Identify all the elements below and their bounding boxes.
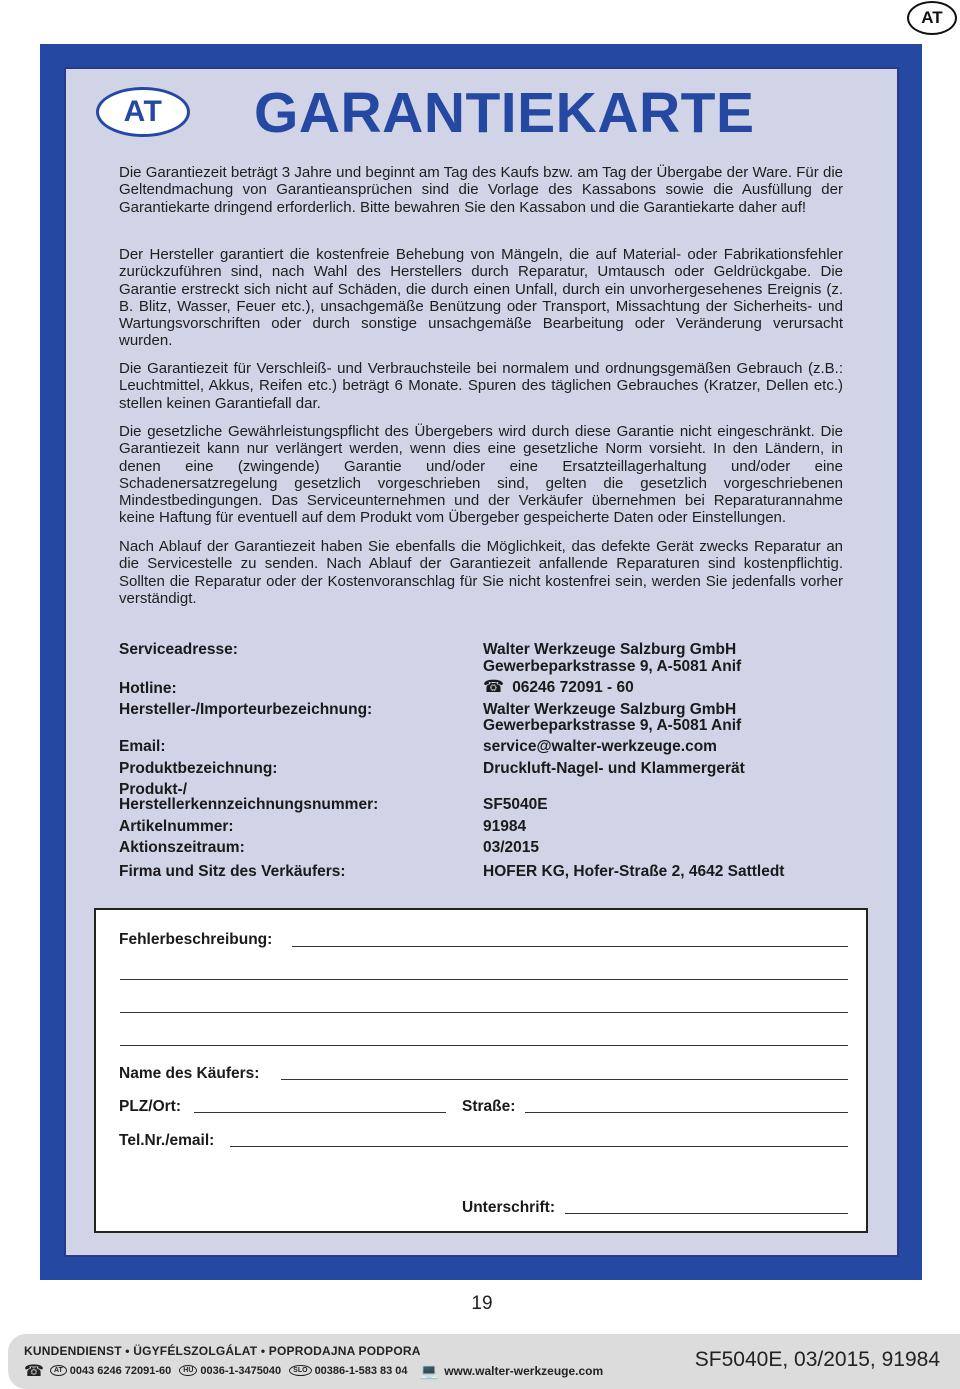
promo-period-value: 03/2015 bbox=[483, 839, 540, 856]
tel-email-field[interactable] bbox=[230, 1146, 848, 1147]
email-label: Email: bbox=[119, 738, 166, 755]
paragraph-manufacturer-guarantee: Der Hersteller garantiert die kostenfreie Behebung von Mängeln, die auf Material- oder Fabrikationsfehler zurückzuführen sind, nach Wahl des Herstellers durch Reparatur, Umtausch oder Geldrückgabe. Die Garantie erstreckt sich nicht auf Schäden, die durch einen Unfall, durch ein unvorhergesehenes Ereignis (z. B. Blitz, Wasser, Feuer etc.), unsachgemäße Benützung oder Transport, Missachtung der Sicherheits- und Wartungsvorschriften oder durch sonstige unsachgemäße Bearbeitung oder Veränderung verursacht wurden. bbox=[119, 246, 843, 350]
phone-icon: ☎ bbox=[483, 677, 505, 697]
computer-icon: 💻 bbox=[419, 1361, 439, 1380]
country-code-hu: HU bbox=[179, 1365, 197, 1376]
hotline-label: Hotline: bbox=[119, 680, 177, 697]
phone-hu: 0036-1-3475040 bbox=[200, 1364, 282, 1377]
manufacturer-label: Hersteller-/Importeurbezeichnung: bbox=[119, 701, 373, 718]
hotline-value bbox=[483, 679, 634, 696]
signature-label: Unterschrift: bbox=[462, 1199, 556, 1216]
at-logo bbox=[96, 87, 190, 137]
manufacturer-line2: Gewerbeparkstrasse 9, A-5081 Anif bbox=[483, 717, 742, 734]
phone-at: 0043 6246 72091-60 bbox=[69, 1364, 172, 1377]
footer-contacts bbox=[24, 1361, 603, 1380]
country-code-slo: SLO bbox=[289, 1365, 311, 1376]
fault-description-field[interactable] bbox=[292, 946, 848, 947]
country-code-at: AT bbox=[50, 1365, 67, 1376]
product-code-value: SF5040E bbox=[483, 796, 548, 813]
product-code-label-line1: Produkt-/ bbox=[119, 781, 188, 798]
street-label: Straße: bbox=[462, 1098, 516, 1115]
page-title: GARANTIEKARTE bbox=[254, 81, 755, 145]
product-code-label-line2: Herstellerkennzeichnungsnummer: bbox=[119, 796, 379, 813]
at-logo-text: AT bbox=[123, 95, 163, 128]
document-code: SF5040E, 03/2015, 91984 bbox=[694, 1348, 940, 1371]
zip-city-label: PLZ/Ort: bbox=[119, 1098, 181, 1115]
phone-slo: 00386-1-583 83 04 bbox=[314, 1364, 408, 1377]
article-number-value: 91984 bbox=[483, 818, 527, 835]
paragraph-wear-parts: Die Garantiezeit für Verschleiß- und Verbrauchsteile bei normalem und ordnungsgemäßen Gebrauch (z.B.: Leuchtmittel, Akkus, Reifen etc.) beträgt 6 Monate. Spuren des täglichen Gebrauches (Kratzer, Dellen etc.) stellen keinen Garantiefall dar. bbox=[119, 360, 843, 412]
product-value: Druckluft-Nagel- und Klammergerät bbox=[483, 760, 745, 777]
fault-description-label: Fehlerbeschreibung: bbox=[119, 931, 273, 948]
paragraph-warranty-period: Die Garantiezeit beträgt 3 Jahre und beginnt am Tag des Kaufs bzw. am Tag der Übergabe der Ware. Für die Geltendmachung von Garantieansprüchen sind die Vorlage des Kassabons sowie die Ausfüllung der Garantiekarte dringend erforderlich. Bitte bewahren Sie den Kassabon und die Garantiekarte daher auf! bbox=[119, 164, 843, 216]
country-badge: AT bbox=[907, 1, 957, 35]
tel-email-label: Tel.Nr./email: bbox=[119, 1132, 215, 1149]
service-address-label: Serviceadresse: bbox=[119, 641, 238, 658]
paragraph-statutory-liability: Die gesetzliche Gewährleistungspflicht des Übergebers wird durch diese Garantie nicht eingeschränkt. Die Garantiezeit kann nur verlängert werden, wenn dies eine gesetzliche Norm vorsieht. In den Ländern, in denen eine (zwingende) Garantie und/oder eine Ersatzteillagerhaltung und/oder eine Schadenersatzregelung gesetzlich vorgeschrieben sind, gelten die gesetzlich vorgeschriebenen Mindestbedingungen. Das Serviceunternehmen und der Verkäufer übernehmen bei Reparaturannahme keine Haftung für eventuell auf dem Produkt vom Übergeber gespeicherte Daten oder Einstellungen. bbox=[119, 423, 843, 527]
signature-field[interactable] bbox=[565, 1213, 848, 1214]
paragraph-after-warranty: Nach Ablauf der Garantiezeit haben Sie ebenfalls die Möglichkeit, das defekte Gerät zwecks Reparatur an die Servicestelle zu senden. Nach Ablauf der Garantiezeit anfallende Reparaturen sind kostenpflichtig. Sollten die Reparatur oder der Kostenvoranschlag für Sie nicht kostenfrei sein, werden Sie jedenfalls vorher verständigt. bbox=[119, 538, 843, 607]
fault-description-line-2[interactable] bbox=[120, 979, 848, 980]
service-address-line1: Walter Werkzeuge Salzburg GmbH bbox=[483, 641, 737, 658]
fault-description-line-3[interactable] bbox=[120, 1012, 848, 1013]
page-number: 19 bbox=[471, 1293, 493, 1314]
seller-label: Firma und Sitz des Verkäufers: bbox=[119, 863, 346, 880]
zip-city-field[interactable] bbox=[194, 1112, 446, 1113]
service-address-line2: Gewerbeparkstrasse 9, A-5081 Anif bbox=[483, 658, 742, 675]
phone-icon: ☎ bbox=[24, 1361, 44, 1380]
fault-description-line-4[interactable] bbox=[120, 1045, 848, 1046]
footer-services: KUNDENDIENST • ÜGYFÉLSZOLGÁLAT • POPRODAJNA PODPORA bbox=[24, 1344, 421, 1358]
article-number-label: Artikelnummer: bbox=[119, 818, 234, 835]
street-field[interactable] bbox=[525, 1112, 848, 1113]
manufacturer-line1: Walter Werkzeuge Salzburg GmbH bbox=[483, 701, 737, 718]
hotline-number: 06246 72091 - 60 bbox=[512, 679, 634, 696]
seller-value: HOFER KG, Hofer-Straße 2, 4642 Sattledt bbox=[483, 863, 785, 880]
website-link[interactable]: www.walter-werkzeuge.com bbox=[444, 1363, 604, 1378]
buyer-name-field[interactable] bbox=[281, 1079, 848, 1080]
email-value: service@walter-werkzeuge.com bbox=[483, 738, 717, 755]
product-label: Produktbezeichnung: bbox=[119, 760, 278, 777]
promo-period-label: Aktionszeitraum: bbox=[119, 839, 245, 856]
buyer-name-label: Name des Käufers: bbox=[119, 1065, 260, 1082]
